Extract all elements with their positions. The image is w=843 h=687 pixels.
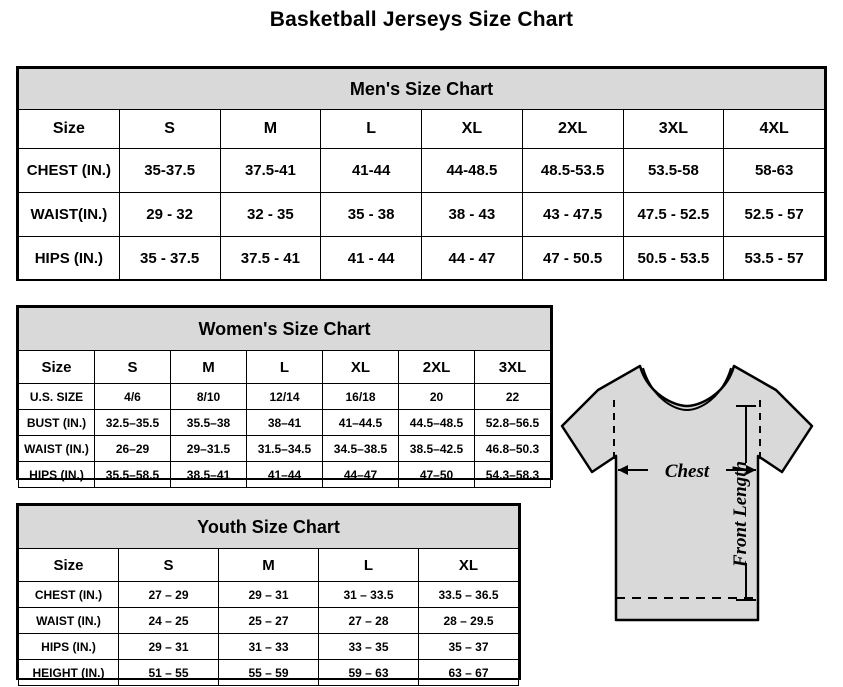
- table-cell: 22: [475, 384, 551, 410]
- column-header: L: [321, 110, 422, 149]
- column-header: XL: [419, 549, 519, 582]
- table-cell: 28 – 29.5: [419, 608, 519, 634]
- table-cell: 53.5-58: [623, 149, 724, 193]
- column-header: M: [220, 110, 321, 149]
- table-row: [19, 410, 551, 436]
- column-header: L: [319, 549, 419, 582]
- table-cell: 47.5 - 52.5: [623, 193, 724, 237]
- mens-chart-caption: Men's Size Chart: [19, 69, 825, 110]
- column-header: Size: [19, 549, 119, 582]
- table-cell: 34.5–38.5: [323, 436, 399, 462]
- table-cell: 35 – 37: [419, 634, 519, 660]
- table-cell: 24 – 25: [119, 608, 219, 634]
- table-header-row: [19, 110, 825, 149]
- table-cell: 35.5–38: [171, 410, 247, 436]
- table-row: [19, 660, 519, 686]
- column-header: 3XL: [623, 110, 724, 149]
- column-header: 2XL: [522, 110, 623, 149]
- table-cell: 35 - 37.5: [119, 237, 220, 281]
- row-label: HIPS (IN.): [19, 462, 95, 488]
- table-cell: 44–47: [323, 462, 399, 488]
- table-cell: 38 - 43: [422, 193, 523, 237]
- table-cell: 41–44.5: [323, 410, 399, 436]
- table-cell: 38.5–42.5: [399, 436, 475, 462]
- youth-size-chart: [16, 503, 521, 680]
- mens-size-chart: [16, 66, 827, 281]
- table-cell: 55 – 59: [219, 660, 319, 686]
- page-title: Basketball Jerseys Size Chart: [269, 8, 574, 31]
- table-cell: 58-63: [724, 149, 825, 193]
- table-cell: 29–31.5: [171, 436, 247, 462]
- table-header-row: [19, 351, 551, 384]
- table-cell: 20: [399, 384, 475, 410]
- table-cell: 35-37.5: [119, 149, 220, 193]
- table-cell: 38–41: [247, 410, 323, 436]
- table-cell: 32.5–35.5: [95, 410, 171, 436]
- table-cell: 41-44: [321, 149, 422, 193]
- table-cell: 44 - 47: [422, 237, 523, 281]
- table-row: [19, 582, 519, 608]
- table-cell: 46.8–50.3: [475, 436, 551, 462]
- table-cell: 47 - 50.5: [522, 237, 623, 281]
- column-header: 4XL: [724, 110, 825, 149]
- womens-size-chart: [16, 305, 553, 480]
- table-cell: 27 – 29: [119, 582, 219, 608]
- table-cell: 37.5 - 41: [220, 237, 321, 281]
- table-cell: 31 – 33.5: [319, 582, 419, 608]
- table-row: [19, 608, 519, 634]
- row-label: CHEST (IN.): [19, 149, 120, 193]
- row-label: WAIST(IN.): [19, 193, 120, 237]
- mens-size-table: [18, 68, 825, 281]
- jersey-measurement-diagram: [540, 348, 835, 678]
- table-cell: 31 – 33: [219, 634, 319, 660]
- table-caption-row: [19, 69, 825, 110]
- column-header: S: [95, 351, 171, 384]
- row-label: CHEST (IN.): [19, 582, 119, 608]
- table-cell: 44.5–48.5: [399, 410, 475, 436]
- table-cell: 12/14: [247, 384, 323, 410]
- table-cell: 38.5–41: [171, 462, 247, 488]
- column-header: Size: [19, 110, 120, 149]
- table-cell: 59 – 63: [319, 660, 419, 686]
- row-label: WAIST (IN.): [19, 608, 119, 634]
- table-cell: 47–50: [399, 462, 475, 488]
- table-row: [19, 462, 551, 488]
- row-label: U.S. SIZE: [19, 384, 95, 410]
- table-cell: 48.5-53.5: [522, 149, 623, 193]
- table-cell: 33 – 35: [319, 634, 419, 660]
- table-row: [19, 384, 551, 410]
- front-length-label: Front Length: [730, 460, 751, 568]
- row-label: HEIGHT (IN.): [19, 660, 119, 686]
- table-cell: 35 - 38: [321, 193, 422, 237]
- table-row: [19, 193, 825, 237]
- table-row: [19, 634, 519, 660]
- column-header: M: [219, 549, 319, 582]
- table-cell: 33.5 – 36.5: [419, 582, 519, 608]
- table-cell: 63 – 67: [419, 660, 519, 686]
- jersey-shape-icon: [562, 366, 812, 620]
- column-header: Size: [19, 351, 95, 384]
- table-cell: 43 - 47.5: [522, 193, 623, 237]
- table-caption-row: [19, 308, 551, 351]
- table-row: [19, 149, 825, 193]
- table-cell: 26–29: [95, 436, 171, 462]
- table-cell: 29 - 32: [119, 193, 220, 237]
- table-cell: 32 - 35: [220, 193, 321, 237]
- table-cell: 37.5-41: [220, 149, 321, 193]
- table-cell: 51 – 55: [119, 660, 219, 686]
- youth-chart-caption: Youth Size Chart: [19, 506, 519, 549]
- table-cell: 8/10: [171, 384, 247, 410]
- table-cell: 41 - 44: [321, 237, 422, 281]
- table-row: [19, 237, 825, 281]
- table-header-row: [19, 549, 519, 582]
- column-header: S: [119, 110, 220, 149]
- row-label: HIPS (IN.): [19, 237, 120, 281]
- column-header: S: [119, 549, 219, 582]
- column-header: 2XL: [399, 351, 475, 384]
- table-cell: 53.5 - 57: [724, 237, 825, 281]
- column-header: 3XL: [475, 351, 551, 384]
- table-cell: 25 – 27: [219, 608, 319, 634]
- row-label: WAIST (IN.): [19, 436, 95, 462]
- chest-label: Chest: [664, 461, 710, 482]
- womens-size-table: [18, 307, 551, 488]
- table-caption-row: [19, 506, 519, 549]
- table-cell: 29 – 31: [219, 582, 319, 608]
- table-cell: 52.8–56.5: [475, 410, 551, 436]
- column-header: XL: [323, 351, 399, 384]
- table-cell: 35.5–58.5: [95, 462, 171, 488]
- youth-size-table: [18, 505, 519, 686]
- table-cell: 29 – 31: [119, 634, 219, 660]
- table-cell: 54.3–58.3: [475, 462, 551, 488]
- table-cell: 16/18: [323, 384, 399, 410]
- table-cell: 52.5 - 57: [724, 193, 825, 237]
- table-cell: 31.5–34.5: [247, 436, 323, 462]
- womens-chart-caption: Women's Size Chart: [19, 308, 551, 351]
- table-cell: 27 – 28: [319, 608, 419, 634]
- column-header: M: [171, 351, 247, 384]
- table-cell: 41–44: [247, 462, 323, 488]
- row-label: BUST (IN.): [19, 410, 95, 436]
- column-header: L: [247, 351, 323, 384]
- column-header: XL: [422, 110, 523, 149]
- table-cell: 50.5 - 53.5: [623, 237, 724, 281]
- table-row: [19, 436, 551, 462]
- table-cell: 4/6: [95, 384, 171, 410]
- table-cell: 44-48.5: [422, 149, 523, 193]
- row-label: HIPS (IN.): [19, 634, 119, 660]
